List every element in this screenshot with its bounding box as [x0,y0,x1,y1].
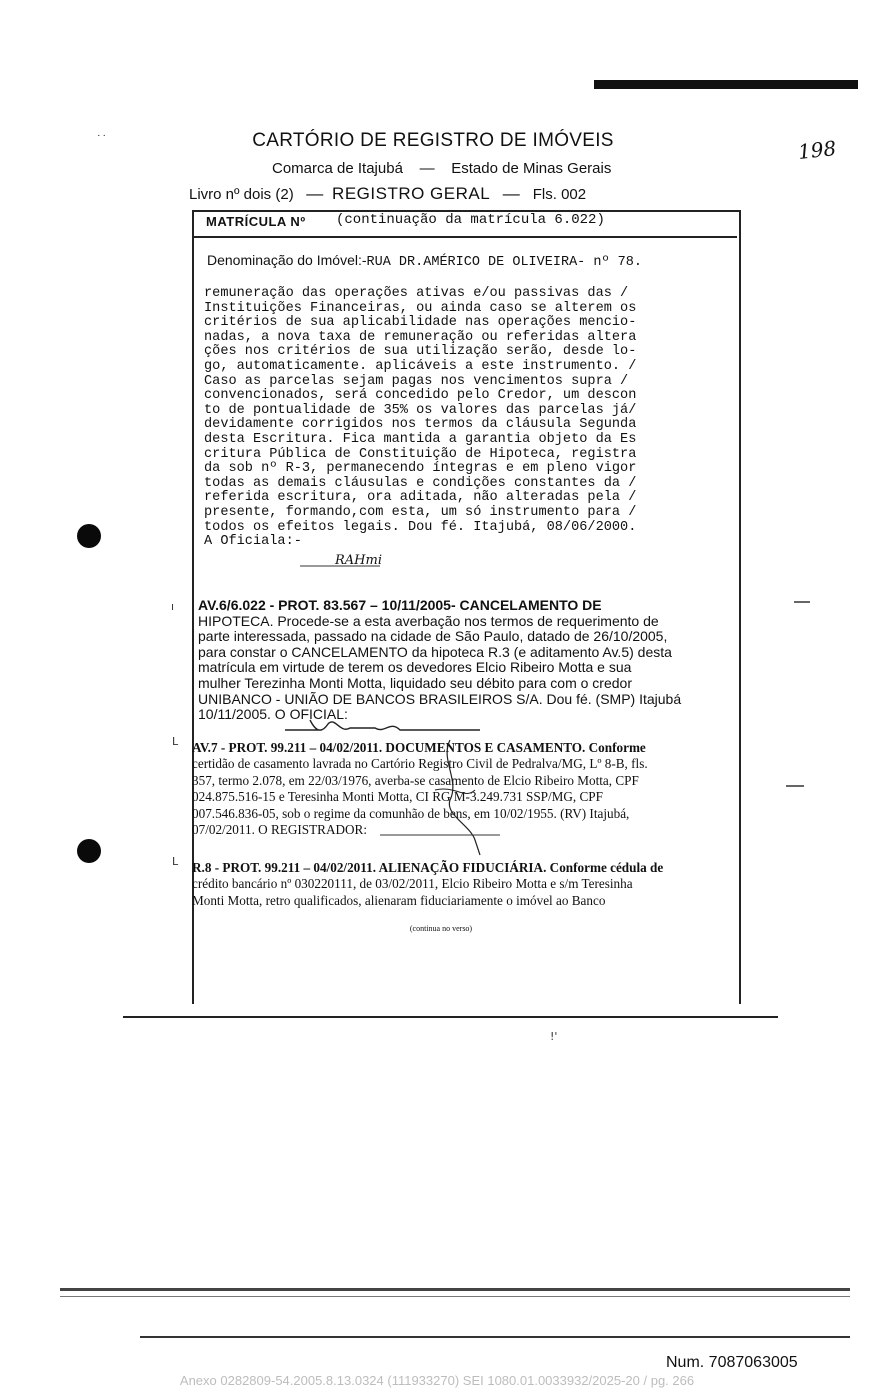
av7-line: AV.7 - PROT. 99.211 – 04/02/2011. DOCUMENTOS E CASAMENTO. Conforme [192,740,646,755]
comarca-line [272,160,611,177]
estado-label: Estado de Minas Gerais [451,160,612,177]
footer-reference: Anexo 0282809-54.2005.8.13.0324 (111933270) SEI 1080.01.0033932/2025-20 / pg. 266 [179,1373,695,1388]
typewritten-body [204,287,724,550]
r8-line: Monti Motta, retro qualificados, alienaram fiduciariamente o imóvel ao Banco [192,892,606,908]
body-line: todos os efeitos legais. Dou fé. Itajubá, 08/06/2000. [204,519,637,535]
dash: — [502,184,521,203]
punch-hole [77,839,101,863]
signature-underline [300,563,380,569]
av7-line: 07/02/2011. O REGISTRADOR: [192,822,367,838]
body-line: desta Escritura. Fica mantida a garantia objeto da Es [204,431,637,447]
continua-no-verso: (continua no verso) [409,924,473,933]
denominacao-line [207,252,642,270]
av6-line: para constar o CANCELAMENTO da hipoteca R.3 (e aditamento Av.5) desta [198,643,672,660]
av7-line: 007.546.836-05, sob o regime da comunhão de bens, em 10/02/1955. (RV) Itajubá, [192,805,630,821]
denominacao-value: RUA DR.AMÉRICO DE OLIVEIRA- nº 78. [366,255,642,270]
fls-label: Fls. [532,186,557,203]
body-line: ções nos critérios de sua utilização serão, desde lo- [204,344,637,360]
registrador-signature-scribble [380,730,540,858]
scan-mark: ˙˙ [96,133,107,146]
fls-number: 002 [561,186,587,203]
livro-label: Livro nº dois (2) [189,186,294,203]
av7-line: 024.875.516-15 e Teresinha Monti Motta, CI RG M-3.249.731 SSP/MG, CPF [192,789,603,805]
scan-edge-line [60,1288,850,1291]
body-line: referida escritura, ora aditada, não alteradas pela / [204,490,637,506]
av7-line: certidão de casamento lavrada no Cartório Registro Civil de Pedralva/MG, Lº 8-B, fls. [192,756,648,772]
av6-line: parte interessada, passado na cidade de São Paulo, datado de 26/10/2005, [198,628,668,645]
body-line: critura Pública de Constituição de Hipoteca, registra [204,446,637,462]
corner-page-number: 198 [796,136,838,164]
scan-edge-line [140,1336,850,1338]
comarca-label: Comarca de Itajubá [272,160,403,177]
av6-line: HIPOTECA. Procede-se a esta averbação nos termos de requerimento de [198,612,659,629]
body-line: A Oficiala:- [204,534,302,550]
av6-line: 10/11/2005. O OFICIAL: [198,706,348,723]
denominacao-label: Denominação do Imóvel:- [207,252,367,268]
scan-mark: L [172,855,179,868]
r8-line: R.8 - PROT. 99.211 – 04/02/2011. ALIENAÇÃO FIDUCIÁRIA. Conforme cédula de [192,860,664,875]
scan-mark [794,600,812,604]
av7-line: 357, termo 2.078, em 22/03/1976, averba-se casamento de Elcio Ribeiro Motta, CPF [192,772,639,788]
body-line: Caso as parcelas sejam pagas nos vencimentos supra / [204,373,629,389]
body-line: Instituições Financeiras, ou ainda caso se alterem os [204,300,637,316]
matricula-label: MATRÍCULA Nº [206,214,306,229]
scan-edge-line [60,1296,850,1297]
av6-line: UNIBANCO - UNIÃO DE BANCOS BRASILEIROS S/A. Dou fé. (SMP) Itajubá [198,690,682,707]
book-line [189,184,586,204]
scan-mark: ı [171,600,175,613]
registry-title: CARTÓRIO DE REGISTRO DE IMÓVEIS [252,130,614,151]
av6-cancelamento-block [198,598,710,723]
scan-mark: L [172,735,179,748]
top-border-bar [594,80,858,89]
scan-mark [786,784,806,788]
dash: — [419,160,435,177]
box-bottom-line [123,1016,778,1018]
registro-geral-label: REGISTRO GERAL [332,184,491,203]
r8-alienacao-block [192,860,712,909]
av6-line: matrícula em virtude de terem os devedores Elcio Ribeiro Motta e sua [198,659,632,676]
r8-line: crédito bancário nº 030220111, de 03/02/2011, Elcio Ribeiro Motta e s/m Teresinha [192,876,633,892]
av6-line: mulher Terezinha Monti Motta, liquidado seu débito para com o credor [198,674,632,691]
matricula-continuation: (continuação da matrícula 6.022) [336,212,605,228]
body-line: remuneração das operações ativas e/ou passivas das / [204,286,629,301]
dash: — [306,184,324,203]
body-line: devidamente corrigidos nos termos da cláusula Segunda [204,417,637,433]
av6-line: AV.6/6.022 - PROT. 83.567 – 10/11/2005- CANCELAMENTO DE [198,597,602,613]
body-line: presente, formando,com esta, um só instrumento para / [204,504,637,520]
body-line: go, automaticamente. aplicáveis a este instrumento. / [204,358,637,374]
body-line: critérios de sua aplicabilidade nas operações mencio- [204,315,637,331]
oficiala-signature: RAHmi [335,553,382,568]
body-line: nadas, a nova taxa de remuneração ou referidas altera [204,329,637,345]
body-line: to de pontualidade de 35% os valores das parcelas já/ [204,402,637,418]
scan-mark: !' [550,1030,558,1043]
body-line: convencionados, será concedido pelo Credor, um descon [204,388,637,404]
document-number: Num. 7087063005 [666,1354,798,1371]
body-line: todas as demais cláusulas e condições constantes da / [204,475,637,491]
body-line: da sob nº R-3, permanecendo íntegras e em pleno vigor [204,461,637,477]
punch-hole [77,524,101,548]
